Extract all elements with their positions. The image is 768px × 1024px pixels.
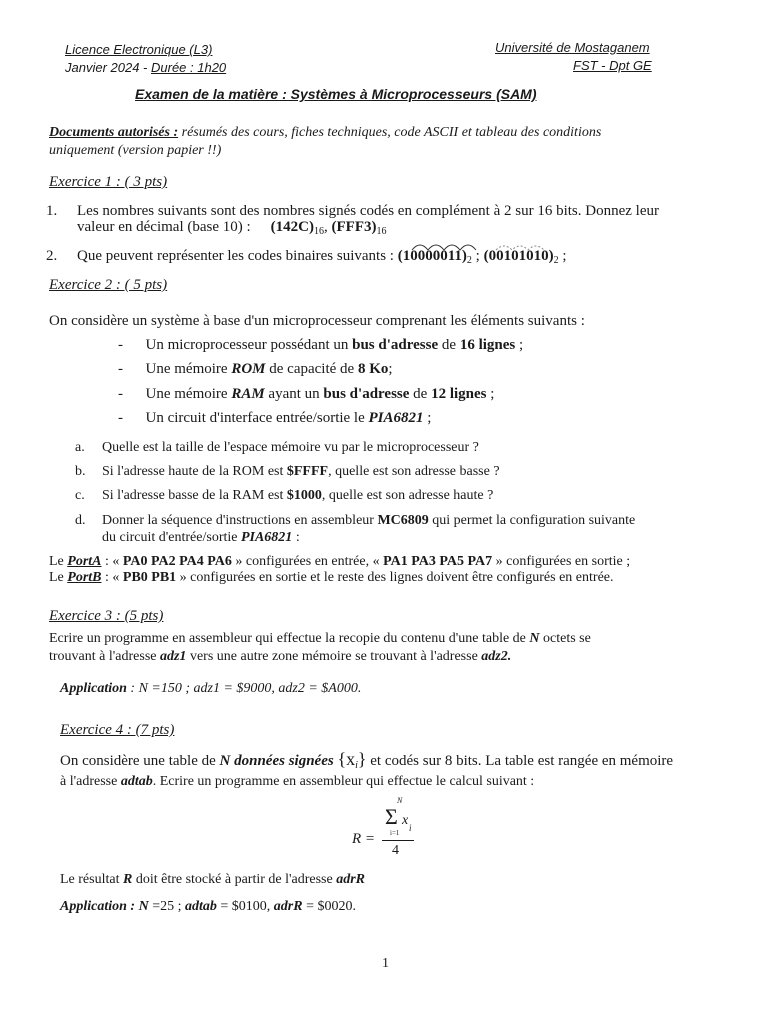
ex2-qb: Si l'adresse haute de la ROM est $FFFF, quelle est son adresse basse ? [102, 464, 500, 479]
ex2-qc: Si l'adresse basse de la RAM est $1000, quelle est son adresse haute ? [102, 488, 494, 503]
formula-sum-upper: N [397, 796, 403, 805]
ex2-item-1: - Un microprocesseur possédant un bus d'adresse de 16 lignes ; [118, 337, 524, 353]
formula-x: x [402, 813, 409, 828]
ex2-item-4: - Un circuit d'interface entrée/sortie le PIA6821 ; [118, 410, 432, 426]
formula-lhs: R = [352, 831, 376, 847]
ex2-qd-label: d. [75, 513, 86, 528]
ex3-application: Application : N =150 ; adz1 = $9000, adz2 = $A000. [60, 681, 362, 696]
ex1-title: Exercice 1 : ( 3 pts) [49, 174, 168, 190]
ex2-porta: Le PortA : « PA0 PA2 PA4 PA6 » configurées en entrée, « PA1 PA3 PA5 PA7 » configurées en sortie ; [49, 554, 631, 569]
formula [352, 796, 432, 862]
ex1-q2: Que peuvent représenter les codes binaires suivants : $(10000011)_2$ ; $(00101010)_2$ ; [77, 248, 567, 266]
header-university: Université de Mostaganem [495, 40, 650, 55]
ex2-title: Exercice 2 : ( 5 pts) [49, 277, 168, 293]
header-program: Licence Electronique (L3) [65, 42, 213, 57]
page-number: 1 [382, 956, 389, 971]
ex2-qd-line1: Donner la séquence d'instructions en assembleur MC6809 qui permet la configuration suivante [102, 513, 636, 528]
docs-line1: Documents autorisés : résumés des cours, fiches techniques, code ASCII et tableau des conditions [49, 125, 602, 140]
ex2-qb-label: b. [75, 464, 86, 479]
formula-x-sub: i [409, 823, 412, 833]
header-date: Janvier 2024 - Durée : 1h20 [65, 60, 227, 75]
handwritten-grouping-marks [410, 240, 560, 252]
header-department: FST - Dpt GE [573, 58, 652, 73]
ex4-line2: à l'adresse adtab. Ecrire un programme en assembleur qui effectue le calcul suivant : [60, 774, 535, 789]
ex2-item-3: - Une mémoire RAM ayant un bus d'adresse de 12 lignes ; [118, 386, 495, 402]
ex1-q1-num: 1. [46, 203, 58, 219]
formula-sum-lower: i=1 [390, 829, 400, 837]
ex2-portb: Le PortB : « PB0 PB1 » configurées en sortie et le reste des lignes doivent être configurés en entrée. [49, 570, 614, 585]
ex1-q2-num: 2. [46, 248, 58, 264]
ex2-qd-line2: du circuit d'entrée/sortie PIA6821 : [102, 530, 300, 545]
ex1-q1-line1: Les nombres suivants sont des nombres signés codés en complément à 2 sur 16 bits. Donnez leur [77, 203, 659, 219]
ex1-q1-line2: valeur en décimal (base 10) : $(142C)_{16}$, $(FFF3)_{16}$ [77, 219, 387, 237]
ex2-qa: Quelle est la taille de l'espace mémoire vu par le microprocesseur ? [102, 440, 479, 455]
ex2-qc-label: c. [75, 488, 85, 503]
ex4-result: Le résultat R doit être stocké à partir de l'adresse adrR [60, 872, 366, 887]
ex2-qa-label: a. [75, 440, 85, 455]
ex2-intro: On considère un système à base d'un microprocesseur comprenant les éléments suivants : [49, 313, 585, 329]
ex3-line2: trouvant à l'adresse adz1 vers une autre zone mémoire se trouvant à l'adresse adz2. [49, 649, 512, 664]
ex4-application: Application : N =25 ; adtab = $0100, adrR = $0020. [60, 899, 356, 914]
ex2-item-2: - Une mémoire ROM de capacité de 8 Ko; [118, 361, 393, 377]
formula-sigma: Σ [385, 804, 398, 829]
formula-denominator: 4 [392, 843, 399, 858]
fraction-bar [382, 840, 414, 841]
docs-line2: uniquement (version papier !!) [49, 143, 222, 158]
ex3-title: Exercice 3 : (5 pts) [49, 608, 164, 624]
ex4-line1: On considère une table de N données signées $\{x_i\}$ et codés sur 8 bits. La table est rangée en mémoire [60, 749, 674, 771]
exam-title: Examen de la matière : Systèmes à Microprocesseurs (SAM) [135, 86, 537, 102]
ex4-title: Exercice 4 : (7 pts) [60, 722, 175, 738]
ex3-line1: Ecrire un programme en assembleur qui effectue la recopie du contenu d'une table de N octets se [49, 631, 591, 646]
